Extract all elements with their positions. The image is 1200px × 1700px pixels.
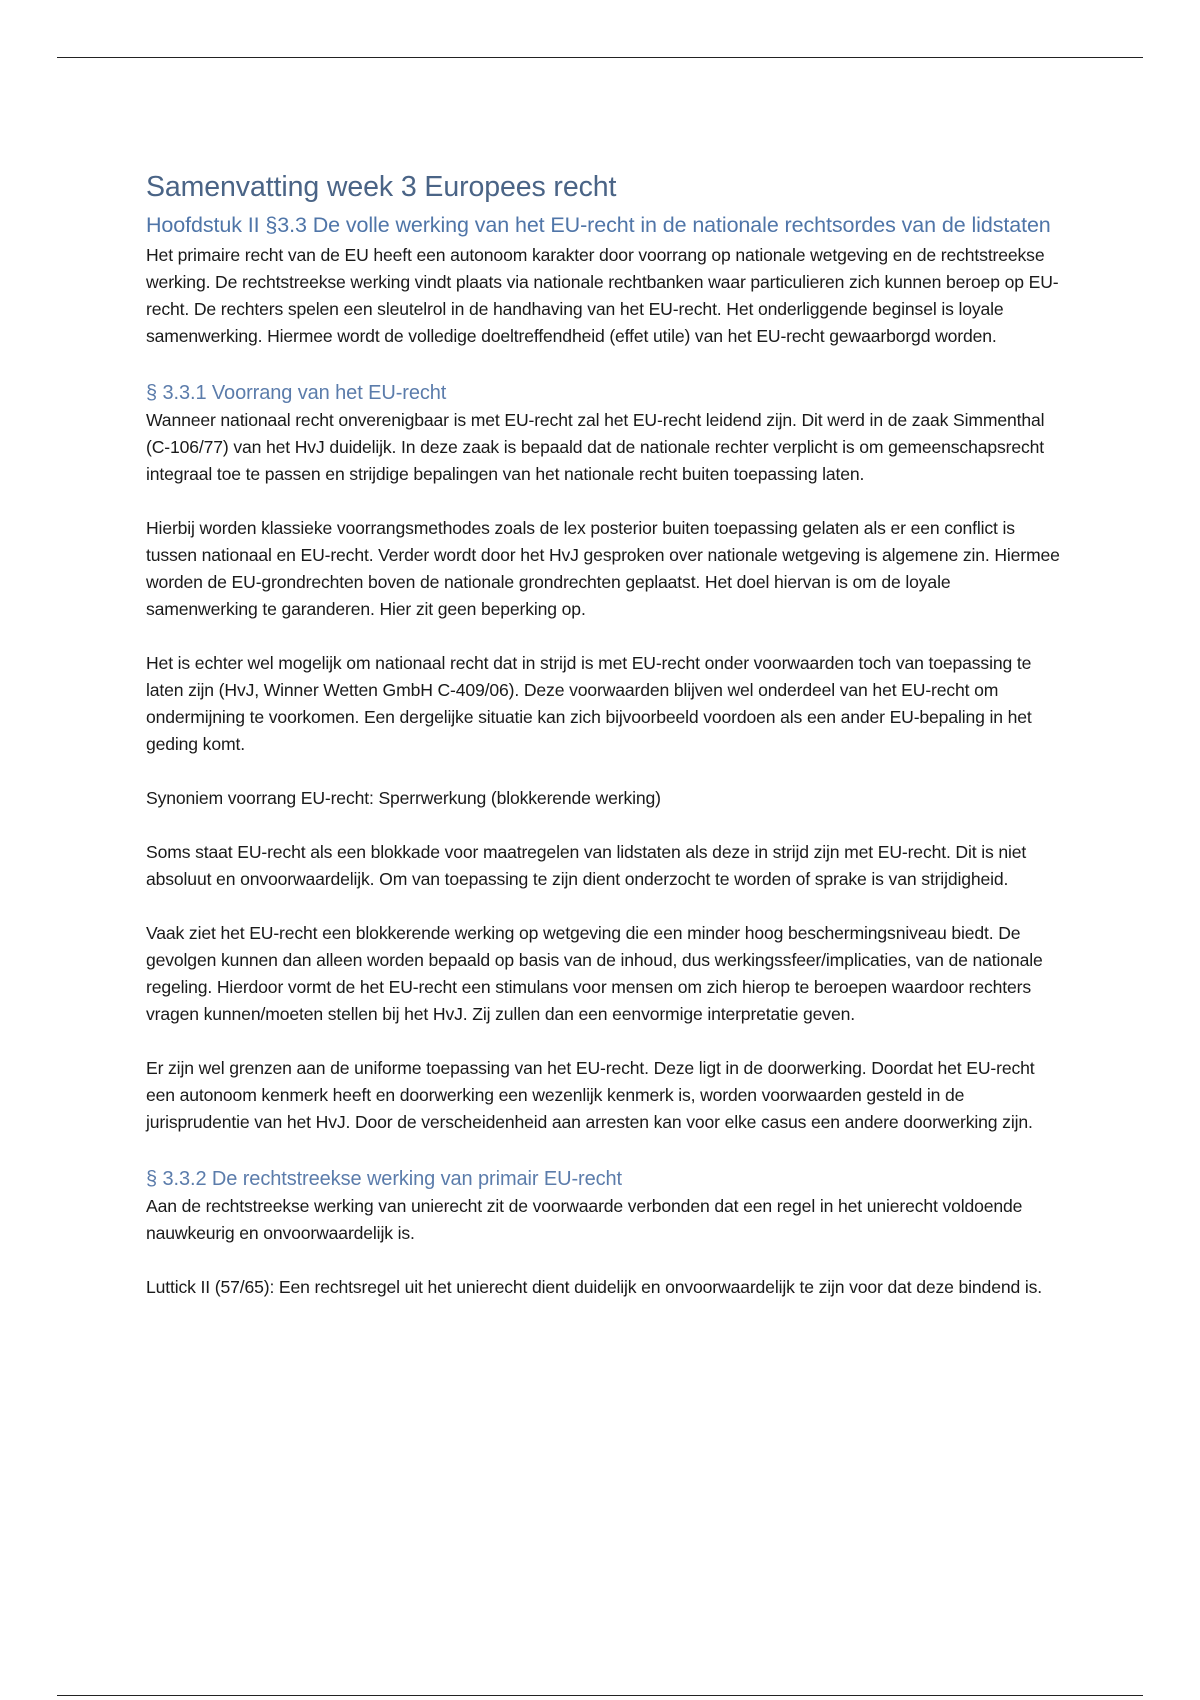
chapter-heading: Hoofdstuk II §3.3 De volle werking van het EU-recht in de nationale rechtsordes van de lidstaten [146,213,1051,237]
case-note-paragraph: Luttick II (57/65): Een rechtsregel uit het unierecht dient duidelijk en onvoorwaardelijk te zijn voor dat deze bindend is. [146,1277,1042,1297]
section-heading-3-3-1: § 3.3.1 Voorrang van het EU-recht [146,382,447,404]
section-heading-3-3-2: § 3.3.2 De rechtstreekse werking van primair EU-recht [146,1168,622,1190]
synonym-line: Synoniem voorrang EU-recht: Sperrwerkung (blokkerende werking) [146,788,661,808]
paragraph: Er zijn wel grenzen aan de uniforme toepassing van het EU-recht. Deze ligt in de doorwerking. Doordat het EU-recht een autonoom kenmerk heeft en doorwerking een wezenlijk kenmerk is, worden voorwaarden gesteld in de jurisprudentie van het HvJ. Door de verscheidenheid aan arresten kan voor elke casus een andere doorwerking zijn. [146,1058,1035,1132]
paragraph: Aan de rechtstreekse werking van unierecht zit de voorwaarde verbonden dat een regel in het unierecht voldoende nauwkeurig en onvoorwaardelijk is. [146,1196,1023,1243]
paragraph: Hierbij worden klassieke voorrangsmethodes zoals de lex posterior buiten toepassing gelaten als er een conflict is tussen nationaal en EU-recht. Verder wordt door het HvJ gesproken over nationale wetgeving is algemene zin. Hiermee worden de EU-grondrechten boven de nationale grondrechten geplaatst. Het doel hiervan is om de loyale samenwerking te garanderen. Hier zit geen beperking op. [146,518,1060,619]
document-title: Samenvatting week 3 Europees recht [146,171,617,203]
document-body [146,168,1061,1301]
paragraph: Wanneer nationaal recht onverenigbaar is met EU-recht zal het EU-recht leidend zijn. Dit werd in de zaak Simmenthal (C-106/77) van het HvJ duidelijk. In deze zaak is bepaald dat de nationale rechter verplicht is om gemeenschapsrecht integraal toe te passen en strijdige bepalingen van het nationale recht buiten toepassing laten. [146,410,1045,484]
intro-paragraph: Het primaire recht van de EU heeft een autonoom karakter door voorrang op nationale wetgeving en de rechtstreekse werking. De rechtstreekse werking vindt plaats via nationale rechtbanken waar particulieren zich kunnen beroep op EU-recht. De rechters spelen een sleutelrol in de handhaving van het EU-recht. Het onderliggende beginsel is loyale samenwerking. Hiermee wordt de volledige doeltreffendheid (effet utile) van het EU-recht gewaarborgd worden. [146,245,1059,346]
paragraph: Soms staat EU-recht als een blokkade voor maatregelen van lidstaten als deze in strijd zijn met EU-recht. Dit is niet absoluut en onvoorwaardelijk. Om van toepassing te zijn dient onderzocht te worden of sprake is van strijdigheid. [146,842,1027,889]
paragraph: Vaak ziet het EU-recht een blokkerende werking op wetgeving die een minder hoog beschermingsniveau biedt. De gevolgen kunnen dan alleen worden bepaald op basis van de inhoud, dus werkingssfeer/implicaties, van de nationale regeling. Hierdoor vormt de het EU-recht een stimulans voor mensen om zich hierop te beroepen waardoor rechters vragen kunnen/moeten stellen bij het HvJ. Zij zullen dan een eenvormige interpretatie geven. [146,923,1043,1024]
footer-rule [57,1695,1143,1696]
paragraph: Het is echter wel mogelijk om nationaal recht dat in strijd is met EU-recht onder voorwaarden toch van toepassing te laten zijn (HvJ, Winner Wetten GmbH C-409/06). Deze voorwaarden blijven wel onderdeel van het EU-recht om ondermijning te voorkomen. Een dergelijke situatie kan zich bijvoorbeeld voordoen als een ander EU-bepaling in het geding komt. [146,653,1032,754]
header-rule [57,57,1143,58]
